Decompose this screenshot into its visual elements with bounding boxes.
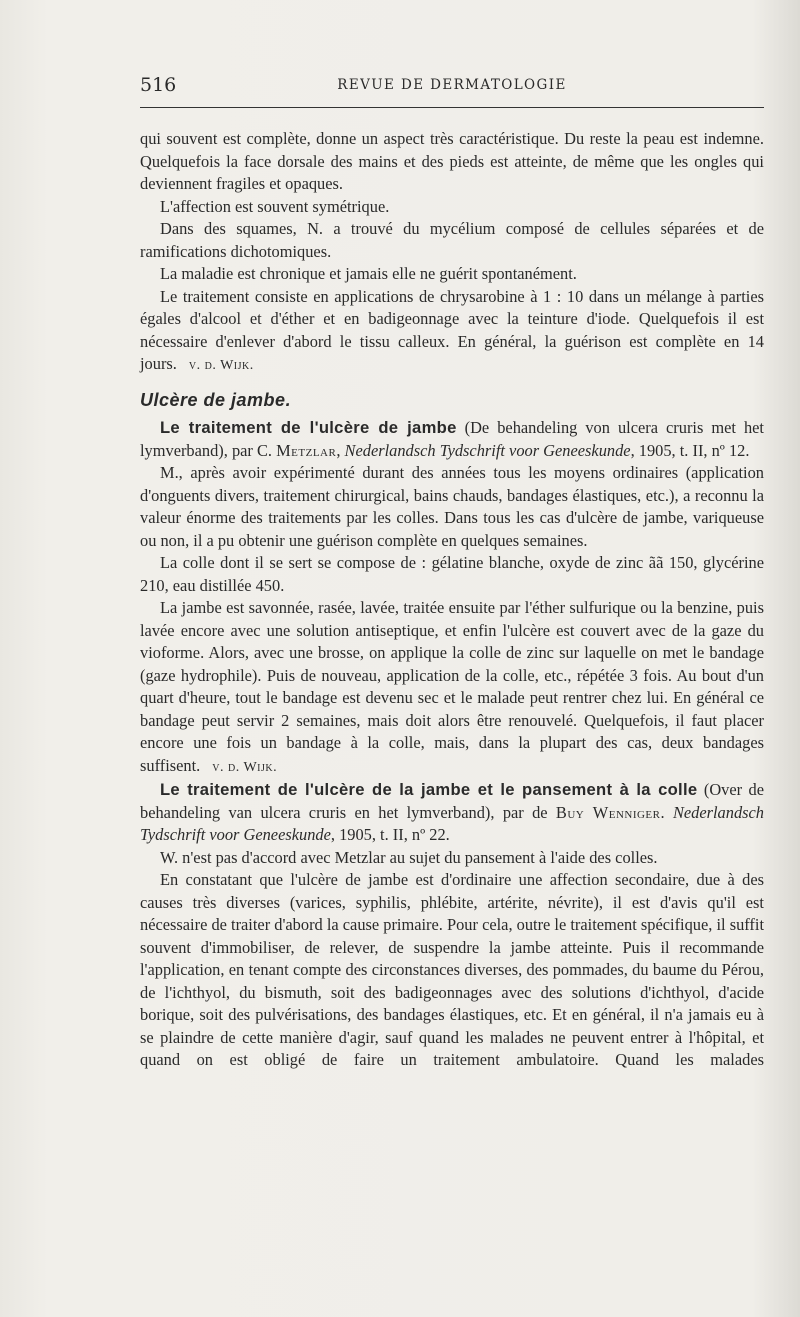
jambe-text: La jambe est savonnée, rasée, lavée, traitée ensuite par l'éther sulfurique ou la benzine, puis lavée encore avec une solution antiseptique, et enfin l'ulcère est couvert avec de la gaze du vioforme. Alors, avec une brosse, on applique la colle de zinc sur laquelle on met le bandage (gaze hydrophile). Puis de nouveau, application de la colle, etc., répétée 3 fois. Au bout d'un quart d'heure, tout le bandage est devenu sec et le malade peut rentrer chez lui. En général ce bandage peut servir 2 semaines, mais doit alors être renouvelé. Quelquefois, il faut placer encore une fois un bandage à la colle, mais, dans la plupart des cas, deux bandages suffisent. xyxy=(140,598,764,775)
header-rule xyxy=(140,107,764,108)
article-1-author: Metzlar xyxy=(276,440,337,460)
page-header xyxy=(140,74,764,100)
article-2-ref-end: , 1905, t. II, nº 22. xyxy=(330,825,450,844)
paragraph-colle: La colle dont il se sert se compose de : gélatine blanche, oxyde de zinc ãã 150, glycérine 210, eau distillée 450. xyxy=(140,553,764,595)
signature: v. d. Wijk. xyxy=(188,358,254,373)
article-1-title: Le traitement de l'ulcère de jambe xyxy=(160,418,457,437)
paragraph-treatment xyxy=(140,286,764,378)
article-2-heading xyxy=(140,779,764,847)
article-1-ref-sep: , xyxy=(336,440,345,460)
body-text xyxy=(140,128,764,1072)
article-1-journal: Nederlandsch Tydschrift voor Geneeskunde xyxy=(344,440,631,460)
paragraph-squames: Dans des squames, N. a trouvé du mycélium composé de cellules séparées et de ramifications dichotomiques. xyxy=(140,219,764,261)
article-1-ref-end: , 1905, t. II, nº 12. xyxy=(630,440,750,460)
article-2-ref: (Over de behandeling van ulcera cruris en het lymverband), par de xyxy=(140,780,765,822)
article-2-author: Buy Wenniger xyxy=(555,802,661,822)
article-1-heading xyxy=(140,417,764,462)
paragraph-continuation: qui souvent est complète, donne un aspect très caractéristique. Du reste la peau est indemne. Quelquefois la face dorsale des mains et des pieds est atteinte, de même que les ongles qui deviennent fragiles et opaques. xyxy=(140,129,764,193)
article-2-ref-sep: . xyxy=(660,802,673,822)
treatment-text: Le traitement consiste en applications de chrysarobine à 1 : 10 dans un mélange à parties égales d'alcool et d'éther et en badigeonnage avec la teinture d'iode. Quelquefois il est nécessaire d'enlever d'abord le tissu calleux. En général, la guérison est complète en 14 jours. xyxy=(140,286,764,373)
article-1-ref: (De behandeling von ulcera cruris met het lymverband), par C. xyxy=(140,418,764,460)
signature-2: v. d. Wijk. xyxy=(212,759,278,775)
page-number: 516 xyxy=(140,74,177,96)
article-2-title: Le traitement de l'ulcère de la jambe et le pansement à la colle xyxy=(160,780,698,799)
running-title: REVUE DE DERMATOLOGIE xyxy=(337,77,567,93)
paragraph-symmetry: L'affection est souvent symétrique. xyxy=(160,196,390,216)
article-2-journal: Nederlandsch Tydschrift voor Geneeskunde xyxy=(140,802,764,844)
section-title: Ulcère de jambe. xyxy=(140,389,292,410)
paragraph-jambe xyxy=(140,597,764,779)
paragraph-constatant: En constatant que l'ulcère de jambe est d'ordinaire une affection secondaire, due à des causes très diverses (varices, syphilis, phlébite, artérite, névrite), il est d'avis qu'il est nécessaire de traiter d'abord la cause primaire. Pour cela, outre le traitement spécifique, il suffit souvent d'immobiliser, de relever, de suspendre la jambe atteinte. Puis il recommande l'application, en tenant compte des circonstances diverses, des pommades, du baume du Pérou, de l'ichthyol, du bismuth, soit des badigeonnages avec des solutions d'ichthyol, d'acide borique, soit des pulvérisations, des bandages élastiques, etc. Et en général, il n'a jamais eu à se plaindre de cette manière d'agir, sauf quand les malades ne peuvent entrer à l'hôpital, et quand on est obligé de faire un traitement ambulatoire. Quand les malades xyxy=(140,870,764,1069)
paragraph-w: W. n'est pas d'accord avec Metzlar au sujet du pansement à l'aide des colles. xyxy=(160,847,658,867)
paragraph-chronic: La maladie est chronique et jamais elle ne guérit spontanément. xyxy=(160,264,577,283)
paragraph-m: M., après avoir expérimenté durant des années tous les moyens ordinaires (application d'onguents divers, traitement chirurgical, bains chauds, bandages élastiques, etc.), a reconnu la valeur énorme des traitements par les colles. Dans tous les cas d'ulcère de jambe, variqueuse ou non, il a pu obtenir une guérison complète en quelques semaines. xyxy=(140,463,764,550)
